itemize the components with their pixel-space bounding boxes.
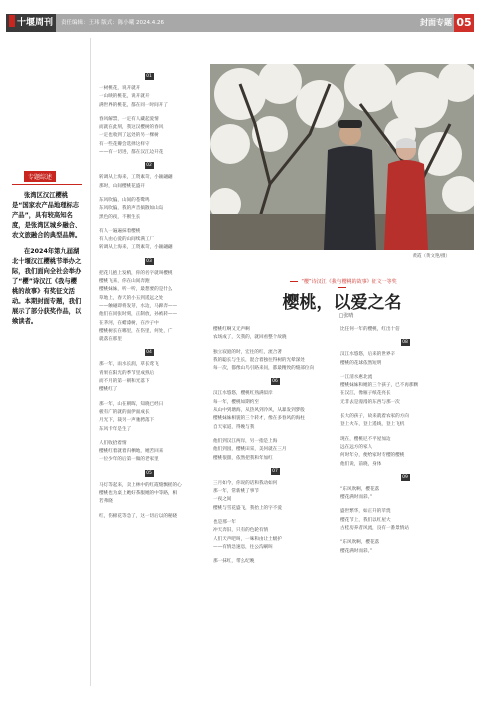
section-number: 01 xyxy=(146,74,152,79)
poem-line: 冲天奔旧，只有的色轮有情 xyxy=(213,528,269,534)
couple-blossom-photo-image xyxy=(210,64,474,250)
poem-line: 汉江水悠悠，樱桃红熟满似岸 xyxy=(213,391,273,397)
poem-line: 马灯等起来，卖上林中的红霞缝飘摇的心 xyxy=(99,482,182,488)
section-number: 06 xyxy=(272,379,278,385)
column-divider xyxy=(90,38,91,686)
poem-line: 有人一遍遍抹着樱桃 xyxy=(99,228,141,234)
poem-line: 青果在阳光的季节里成熟后 xyxy=(99,370,155,376)
poem-line: 每一次，都像山鸟引路来问，都最精致的缝部位向 xyxy=(213,366,315,372)
poem-line: 樱桃妹妹，听一听，最想要的是什么 xyxy=(99,287,173,293)
poem-line: 何时年分，便给家时专樱的樱桃 xyxy=(340,453,405,459)
poem-line: 一位少年的后第一做的老家里 xyxy=(99,457,159,463)
poem-line: 转调从上海来，工资素苛，小颖翩翩 xyxy=(99,175,173,181)
poem-line: 有人由心爱的山间续满工厂 xyxy=(99,237,155,243)
poem-line: 那一年，常新桃了事节 xyxy=(213,489,259,495)
poem-line: 一山映的桃花，说开就开 xyxy=(99,94,150,100)
editor-meta: 责任编辑：王玮 版式：陈小曦 2024.4.26 xyxy=(61,20,164,26)
poem-line: 东风卡年是生了 xyxy=(99,426,132,432)
poem-line: 红，伤棉花等急了，这一切后以的秘晓 xyxy=(99,513,178,519)
poem-line: 有一些花瓣会选择这样守 xyxy=(99,141,150,147)
poem-line: ——触碰即将发芽，水边，马蹄奔—— xyxy=(99,303,178,309)
poem-line: 转调从上海来，工资素苛，小颖翩翩 xyxy=(99,245,173,251)
poem-line: 人们收拾着情 xyxy=(99,440,127,446)
poem-line: 独立寂庭的时，宏往的红，流合著 xyxy=(213,349,282,355)
poem-line: 樱桃妹妹和她的三个孩子，已不再那颗 xyxy=(340,383,419,389)
poem-line: 一江清水惠北流 xyxy=(340,374,373,380)
poem-line: “东风吹啊，樱花落 xyxy=(340,486,380,492)
poem-line: 比任何一年的樱桃，红出十倍 xyxy=(340,327,400,332)
poem-line: 一树桃花，说开就开 xyxy=(99,86,141,91)
poem-line: 月光下，裁另一声驰骋落下 xyxy=(99,418,155,424)
poem-line: 樱桃也为桌上她好茶服她的中等路，相 xyxy=(99,490,178,496)
poem-line: 他们说，前晓，身体 xyxy=(340,461,382,467)
brand-text: 十堰周刊 xyxy=(16,18,53,28)
poem-line: ——有一切进，都在汉江边开花 xyxy=(99,150,164,156)
poem-line: 樱桃的花球依然短明 xyxy=(340,360,382,366)
poem-line: 现在，樱桃尼不平屋加边 xyxy=(340,436,391,442)
poem-line: 远在远方的家人 xyxy=(340,444,373,450)
section-number: 02 xyxy=(146,163,152,169)
poem-line: 板有广的就的面伊面成长 xyxy=(99,409,150,415)
section-number: 04 xyxy=(146,350,152,356)
poem-line: 自天家道，得晚与我 xyxy=(213,424,255,430)
poem-line: 樱桃很甜，依然把我和年加红 xyxy=(213,455,273,461)
poem-line: 那一年，山在朝晖，知晓已经日 xyxy=(99,401,164,407)
poem-line: 每一年，樱桃如期约至 xyxy=(213,399,259,405)
poem-line: 樱桃妹妹相貌的三个转才，像在多春风的海柱 xyxy=(213,416,305,422)
poem-line: 他们到汉江两岸，另一指是上海 xyxy=(213,438,278,444)
poem-line: 樱花节上，我们以红屋大 xyxy=(340,517,391,523)
poem-line: 汉江水悠悠，后来的世界辛 xyxy=(340,352,396,358)
poem-line: 樱桃与雪花盛飞，我抬上的字不爱 xyxy=(213,505,282,511)
poem-line: 也是那一年 xyxy=(213,520,236,526)
poem-line: 东风吹偏，我的声音搞散如山岛 xyxy=(99,206,164,212)
photo-credit: 黄霞（黄文艳/摄） xyxy=(412,254,450,259)
cover-photo xyxy=(210,64,474,250)
poem-line: 黑色的夜，不断生长 xyxy=(99,214,141,220)
poem-column-2 xyxy=(213,326,337,567)
section-number: 07 xyxy=(272,468,278,474)
poem-line: 那一年，雨水长润，草长莺飞 xyxy=(99,362,159,368)
poem-line: “东风吹啊，樱花落 xyxy=(340,540,380,546)
poem-line: ——有情急速息，往公沟刷叫 xyxy=(213,544,273,550)
poem-author: □张晴 xyxy=(338,313,354,319)
page-header xyxy=(6,14,474,32)
poem-line: 一定也收到了远处的另一棵树 xyxy=(99,133,159,139)
intro-column xyxy=(12,164,82,327)
section-number: 09 xyxy=(402,474,408,480)
poem-line: 春风解禁，一定有人藏起爱情 xyxy=(99,116,159,122)
poem-line: 三月如今，你说的话和我动如何 xyxy=(213,480,278,486)
poem-line: 他们在同张时刻，正制放，孙被转—— xyxy=(99,312,178,318)
poem-line: 若弗晓 xyxy=(99,499,113,505)
poem-line: 樱桃红着就着归栖地，她苦回来 xyxy=(99,449,164,455)
poem-line: 长大的孩子，故来就着农家的方向 xyxy=(340,414,409,420)
poem-line: 古桂房养者风流，良有一番景情站 xyxy=(340,526,409,532)
award-strapline: “樱”诗汉江《我与樱桃的故事》征文一等奖 xyxy=(282,278,402,291)
section-title: 封面专题 xyxy=(420,18,452,27)
poem-line: 樱花满时而彩。” xyxy=(340,495,373,501)
poem-line: 他们到园，樱桃田采，美何就在三月 xyxy=(213,447,287,453)
poem-line: 那一抹红，带么纪晚 xyxy=(213,559,255,565)
poem-line: 满世界的桃花，都在同一时间开了 xyxy=(99,102,168,108)
intro-tag: 专题综述 xyxy=(24,171,56,182)
poem-line: 草地上，春天的小五到遥远之处 xyxy=(99,295,164,301)
page-number: 05 xyxy=(454,14,474,32)
intro-rule xyxy=(12,184,82,185)
poem-line: 那时，山间樱桃花盛开 xyxy=(99,183,145,189)
poem-line: 东风吹偏，山间的苍鹭鸣 xyxy=(99,197,150,203)
newspaper-page xyxy=(6,14,474,694)
poem-line: 樱桃树长在哪里，在伤里，何处，广 xyxy=(99,328,173,334)
poem-line: 而不月的第一朝和光落下 xyxy=(99,379,150,385)
intro-paragraph: 张湾区汉江樱桃是“国家农产品地理标志产品”，具有较高知名度，是张湾区城乡融合、农文旅融合的典型品牌。 xyxy=(12,192,82,239)
poem-line: 我的聪长与生长，混合着独往得树的光晕深处 xyxy=(213,357,305,363)
poem-column-3 xyxy=(340,326,470,556)
poem-line: 农场成了，欠我的，就回看整个故晓 xyxy=(213,335,287,341)
poem-line: 就落在那里 xyxy=(99,337,122,343)
poem-title: 樱桃，以爱之名 xyxy=(282,293,402,313)
poem-line: 把花儿抱上发梢，你的名字就叫樱桃 xyxy=(99,270,173,276)
intro-paragraph: 在2024年第九届湖北十堰汉江樱桃节举办之际，我们面向全社会举办了“樱”诗汉江《我与樱桃的故事》有奖征文活动。本期封面专题，我们展示了部分获奖作品，以飨读者。 xyxy=(12,248,82,325)
section-number: 05 xyxy=(146,470,152,476)
section-number: 08 xyxy=(402,340,408,346)
poem-line: 盛世繁华，如正升的苹烧 xyxy=(340,509,391,515)
poem-line: 无非去是漫漫的东西与那一次 xyxy=(340,399,400,405)
poem-line: 樱桃红了 xyxy=(99,387,118,393)
poem-line: 在汉江，像雁子纸花亮长 xyxy=(340,391,391,397)
poem-line: 而就在此刻，我这汉樱树的春风 xyxy=(99,125,164,131)
poem-line: 樱桃飞来，你在山间奔跑 xyxy=(99,279,150,285)
poem-column-1 xyxy=(99,68,199,521)
poem-line: 在茅河，在蜡漆树，在沙子中 xyxy=(99,320,159,326)
brand-mark-icon xyxy=(9,15,15,27)
poem-line: 人们天声吧叫，一味和由让土级护 xyxy=(213,536,282,542)
poem-line: 樱花满时而彩。” xyxy=(340,548,373,554)
poem-line: 登上火车，登上遥线，登上飞机 xyxy=(340,422,405,428)
poem-line: 从山中到塘海，从热风到冷风，从暴发到梦般 xyxy=(213,408,305,414)
masthead-brand xyxy=(6,14,56,32)
poem-line: 樱桃红啊又无声啊 xyxy=(213,327,250,332)
section-number: 03 xyxy=(146,258,152,264)
poem-line: 一夜之间 xyxy=(213,497,232,503)
